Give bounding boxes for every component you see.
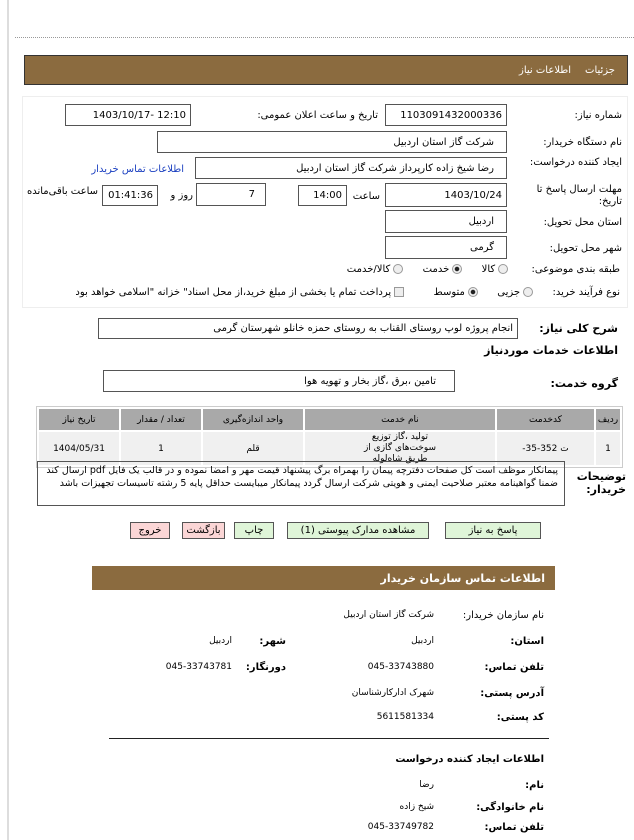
postal-label: کد پستی: bbox=[496, 712, 544, 723]
services-title: اطلاعات خدمات موردنیاز bbox=[484, 344, 618, 357]
col-name: نام خدمت bbox=[304, 408, 496, 431]
col-qty: تعداد / مقدار bbox=[120, 408, 202, 431]
reply-button[interactable]: پاسخ به نیاز bbox=[445, 522, 541, 539]
col-unit: واحد اندازه‌گیری bbox=[202, 408, 304, 431]
group-label: گروه خدمت: bbox=[550, 377, 618, 390]
payment-checkbox[interactable] bbox=[394, 287, 404, 297]
cell-unit: قلم bbox=[202, 431, 304, 466]
summary-label: شرح کلی نیاز: bbox=[539, 322, 618, 335]
name-value: رضا bbox=[419, 780, 434, 790]
category-row bbox=[347, 264, 620, 275]
category-label: طبقه بندی موضوعی: bbox=[531, 264, 620, 275]
payment-note: پرداخت تمام یا بخشی از مبلغ خرید،از محل اسناد" خزانه "اسلامی خواهد بود bbox=[75, 287, 392, 298]
contact-city-label: شهر: bbox=[259, 636, 286, 647]
print-button[interactable]: چاپ bbox=[234, 522, 274, 539]
name-label: نام: bbox=[525, 780, 544, 791]
header-bar bbox=[24, 55, 628, 85]
need-number-field: 1103091432000336 bbox=[385, 104, 507, 126]
goods-service-label: کالا/خدمت bbox=[346, 264, 391, 275]
creator-field: رضا شیخ زاده کارپرداز شرکت گاز استان اردبیل bbox=[195, 157, 507, 179]
tab-need-info[interactable]: اطلاعات نیاز bbox=[519, 64, 572, 76]
phone-label: تلفن تماس: bbox=[484, 662, 544, 673]
fax-label: دورنگار: bbox=[245, 662, 286, 673]
radio-goods[interactable] bbox=[498, 264, 508, 274]
fax-value: 045-33743781 bbox=[165, 662, 232, 672]
buyer-contact-link[interactable]: اطلاعات تماس خریدار bbox=[91, 164, 184, 175]
radio-medium[interactable] bbox=[468, 287, 478, 297]
creator-label: ایجاد کننده درخواست: bbox=[529, 157, 622, 168]
family-value: شیخ زاده bbox=[399, 802, 434, 812]
exit-button[interactable]: خروج bbox=[130, 522, 170, 539]
goods-label: کالا bbox=[481, 264, 496, 275]
attachments-button[interactable]: مشاهده مدارک پیوستی (1) bbox=[287, 522, 429, 539]
announce-label: تاریخ و ساعت اعلان عمومی: bbox=[257, 110, 378, 121]
buyer-org-label: نام دستگاه خریدار: bbox=[543, 137, 622, 148]
creator-info-title: اطلاعات ایجاد کننده درخواست bbox=[395, 754, 544, 765]
left-border bbox=[7, 0, 9, 840]
cell-code: ت 352-35- bbox=[496, 431, 595, 466]
org-label: نام سازمان خریدار: bbox=[462, 610, 544, 621]
buyer-org-field: شرکت گاز استان اردبیل bbox=[157, 131, 507, 153]
col-row: ردیف bbox=[595, 408, 621, 431]
notes-field: پیمانکار موظف است کل صفحات دفترچه پیمان را بهمراه برگ پیشنهاد قیمت مهر و امضا نموده و در قالب یک فایل pdf ارسال کند ضمنا گواهینامه معتبر صلاحیت ایمنی و هویتی شرکت ارسال گردد پیمانکار میبایست حداقل پایه 5 رشته تاسیسات تجهیزات باشد bbox=[37, 461, 565, 506]
city-field: گرمی bbox=[385, 236, 507, 259]
col-code: کدخدمت bbox=[496, 408, 595, 431]
remaining-field: 01:41:36 bbox=[102, 185, 158, 206]
small-label: جزیی bbox=[497, 287, 521, 298]
radio-goods-service[interactable] bbox=[393, 264, 403, 274]
deadline-date-field: 1403/10/24 bbox=[385, 183, 507, 207]
deadline-time-field: 14:00 bbox=[298, 185, 347, 206]
creator-phone-value: 045-33749782 bbox=[367, 822, 434, 832]
tab-details[interactable]: جزئیات bbox=[585, 64, 615, 76]
contact-city-value: اردبیل bbox=[209, 636, 232, 646]
contact-province-label: استان: bbox=[510, 636, 544, 647]
creator-phone-label: تلفن تماس: bbox=[484, 822, 544, 833]
address-label: آدرس پستی: bbox=[480, 688, 544, 699]
days-label: روز و bbox=[170, 190, 193, 201]
family-label: نام خانوادگی: bbox=[476, 802, 544, 813]
contact-header: اطلاعات تماس سازمان خریدار bbox=[92, 566, 555, 590]
need-number-label: شماره نیاز: bbox=[574, 110, 622, 121]
postal-value: 5611581334 bbox=[376, 712, 434, 722]
divider bbox=[15, 37, 634, 38]
table-header bbox=[38, 408, 621, 431]
services-table bbox=[36, 406, 623, 468]
radio-service[interactable] bbox=[452, 264, 462, 274]
time-label: ساعت bbox=[352, 191, 380, 202]
org-value: شرکت گاز استان اردبیل bbox=[343, 610, 434, 620]
group-field: تامین ،برق ،گاز بخار و تهویه هوا bbox=[103, 370, 455, 392]
days-field: 7 bbox=[196, 183, 266, 206]
notes-label: توضیحات خریدار: bbox=[576, 470, 626, 496]
summary-field: انجام پروژه لوپ روستای القناب به روستای حمزه خانلو شهرستان گرمی bbox=[98, 318, 518, 339]
cell-date: 1404/05/31 bbox=[38, 431, 120, 466]
contact-divider bbox=[109, 738, 549, 739]
cell-qty: 1 bbox=[120, 431, 202, 466]
announce-field: 1403/10/17- 12:10 bbox=[65, 104, 191, 126]
cell-name: تولید ،گاز توزیع سوخت‌های گازی از طریق شاه‌لوله bbox=[304, 431, 496, 466]
contact-province-value: اردبیل bbox=[411, 636, 434, 646]
deadline-label: مهلت ارسال پاسخ تا تاریخ: bbox=[536, 184, 622, 207]
address-value: شهرک ادارکارشناسان bbox=[351, 688, 434, 698]
back-button[interactable]: بازگشت bbox=[182, 522, 225, 539]
province-label: استان محل تحویل: bbox=[543, 217, 622, 228]
process-row bbox=[75, 287, 620, 298]
medium-label: متوسط bbox=[433, 287, 465, 298]
province-field: اردبیل bbox=[385, 210, 507, 233]
radio-small[interactable] bbox=[523, 287, 533, 297]
service-label: خدمت bbox=[422, 264, 450, 275]
cell-row: 1 bbox=[595, 431, 621, 466]
remaining-label: ساعت باقی‌مانده bbox=[26, 186, 98, 197]
city-label: شهر محل تحویل: bbox=[549, 243, 622, 254]
process-label: نوع فرآیند خرید: bbox=[552, 287, 620, 298]
col-date: تاریخ نیاز bbox=[38, 408, 120, 431]
phone-value: 045-33743880 bbox=[367, 662, 434, 672]
